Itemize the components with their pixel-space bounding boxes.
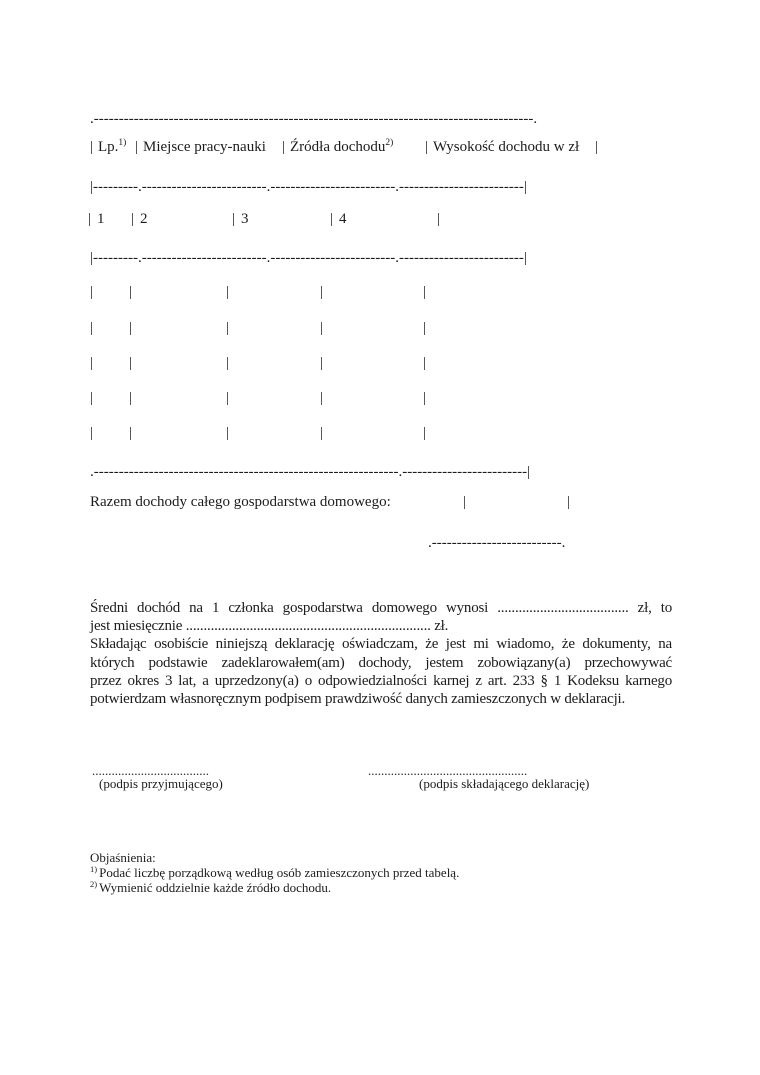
signature-label-declarant: (podpis składającego deklarację) [419, 776, 590, 791]
signature-line-receiver: .................................... [92, 763, 209, 778]
table-separator: |---------.-------------------------.-------------------------.-------------------------| [90, 179, 527, 195]
footnote-ref-2-icon: 2) [385, 138, 394, 148]
column-divider: | [90, 320, 94, 336]
column-divider: | [88, 211, 92, 227]
column-divider: | [330, 211, 334, 227]
table-row [0, 355, 760, 372]
header-col-miejsce: Miejsce pracy-nauki [143, 139, 266, 155]
column-divider: | [129, 320, 133, 336]
column-divider: | [226, 425, 230, 441]
header-col-zrodla [290, 139, 393, 156]
column-number: 1 [97, 211, 105, 227]
column-divider: | [129, 355, 133, 371]
declaration-paragraph [90, 599, 672, 708]
declaration-line: jest miesięcznie ..................................................................... zł. [90, 618, 449, 635]
header-col-lp [98, 139, 126, 156]
column-divider: | [425, 139, 429, 155]
table-row [0, 320, 760, 337]
column-number: 4 [339, 211, 347, 227]
footnote-2 [90, 880, 459, 895]
table-top-border: .----------------------------------------------------------------------------------------. [90, 111, 538, 127]
column-divider: | [282, 139, 286, 155]
column-divider: | [320, 355, 324, 371]
column-divider: | [135, 139, 139, 155]
column-divider: | [129, 425, 133, 441]
declaration-line: Średni dochód na 1 członka gospodarstwa domowego wynosi ..................................... zł, to [90, 600, 672, 616]
declaration-line: których podstawie zadeklarowałem(am) dochody, jestem zobowiązany(a) przechowywać [90, 654, 672, 671]
footnotes-section [90, 850, 459, 896]
table-column-numbers-row [0, 211, 760, 228]
declaration-line: potwierdzam własnoręcznym podpisem prawdziwość danych zamieszczonych w deklaracji. [90, 691, 626, 708]
column-divider: | [129, 284, 133, 300]
footnote-ref-1-icon: 1) [118, 138, 127, 148]
header-col-zrodla-label: Źródła dochodu [290, 139, 386, 155]
column-number: 3 [241, 211, 249, 227]
table-header-row [0, 139, 760, 156]
column-divider: | [226, 320, 230, 336]
column-divider: | [320, 284, 324, 300]
column-divider: | [423, 390, 427, 406]
footnotes-title: Objaśnienia: [90, 850, 156, 865]
column-divider: | [423, 355, 427, 371]
footnote-2-text: Wymienić oddzielnie każde źródło dochodu. [99, 880, 332, 896]
column-divider: | [320, 320, 324, 336]
signature-label-receiver: (podpis przyjmującego) [99, 776, 223, 791]
footnote-1-text: Podać liczbę porządkową według osób zamieszczonych przed tabelą. [99, 865, 460, 881]
column-divider: | [90, 284, 94, 300]
declaration-line: przez okres 3 lat, a uprzedzony(a) o odpowiedzialności karnej z art. 233 § 1 Kodeksu karnego [90, 672, 672, 689]
column-divider: | [437, 211, 441, 227]
signature-line-declarant: ................................................. [368, 763, 528, 778]
column-divider: | [463, 494, 467, 510]
total-label: Razem dochody całego gospodarstwa domowego: [90, 494, 391, 510]
table-row [0, 284, 760, 301]
column-divider: | [226, 355, 230, 371]
table-bottom-border: .-------------------------------------------------------------.-------------------------| [90, 464, 531, 480]
column-divider: | [232, 211, 236, 227]
column-divider: | [90, 139, 94, 155]
column-divider: | [595, 139, 599, 155]
declaration-line: Składając osobiście niniejszą deklarację oświadczam, że jest mi wiadomo, że dokumenty, na [90, 636, 672, 653]
column-divider: | [226, 284, 230, 300]
column-divider: | [129, 390, 133, 406]
header-col-wysokosc: Wysokość dochodu w zł [433, 139, 580, 155]
column-divider: | [90, 390, 94, 406]
column-divider: | [90, 425, 94, 441]
header-col-lp-label: Lp. [98, 139, 119, 155]
footnote-2-marker: 2) [90, 879, 98, 890]
footnote-1 [90, 865, 459, 880]
table-row [0, 390, 760, 407]
column-divider: | [423, 284, 427, 300]
column-divider: | [131, 211, 135, 227]
column-divider: | [423, 425, 427, 441]
column-divider: | [320, 390, 324, 406]
table-separator: |---------.-------------------------.-------------------------.-------------------------| [90, 250, 527, 266]
footnote-1-marker: 1) [90, 863, 98, 874]
total-box-bottom-border: .--------------------------. [428, 535, 566, 551]
column-divider: | [567, 494, 571, 510]
table-total-row [0, 494, 760, 511]
table-row [0, 425, 760, 442]
column-divider: | [226, 390, 230, 406]
column-divider: | [320, 425, 324, 441]
column-divider: | [90, 355, 94, 371]
column-number: 2 [140, 211, 148, 227]
column-divider: | [423, 320, 427, 336]
